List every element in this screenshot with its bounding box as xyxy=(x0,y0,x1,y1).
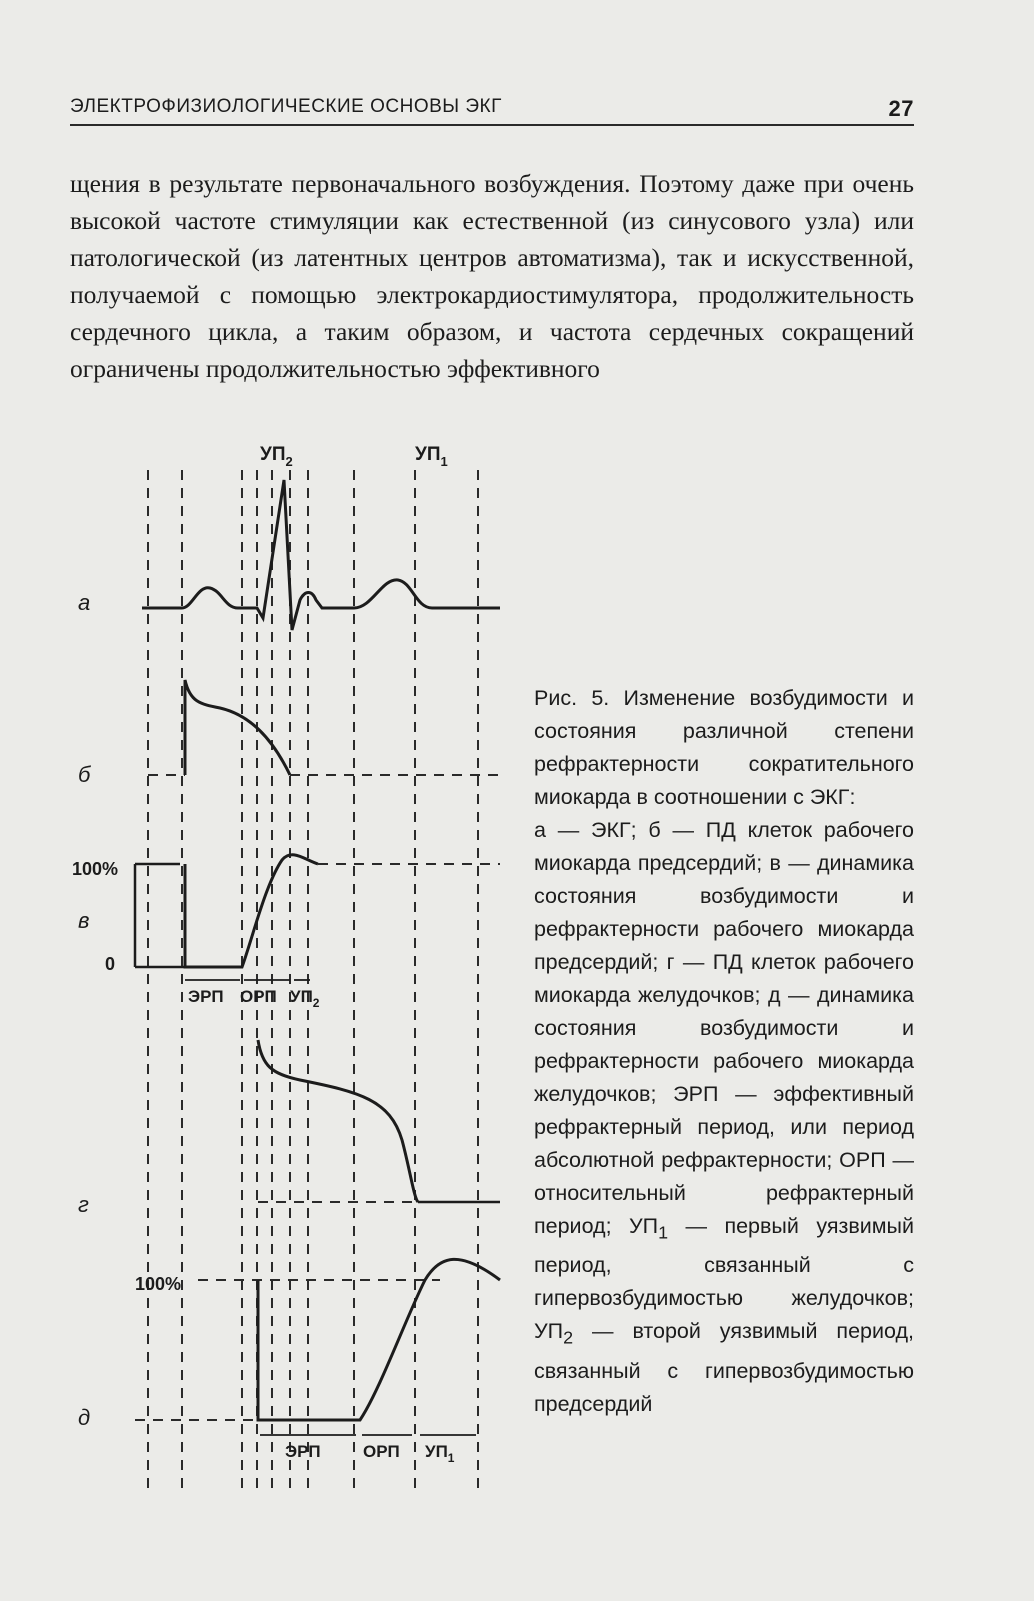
caption-title: Рис. 5. Изменение возбудимости и состояния различной степени рефрактерности сократительного миокарда в соотношении с ЭКГ: xyxy=(534,686,914,809)
trace-label-v: в xyxy=(78,908,90,933)
trace-label-b: б xyxy=(78,762,91,787)
body-paragraph: щения в результате первоначального возбуждения. Поэтому даже при очень высокой частоте стимуляции как естественной (из синусового узла) или патологической (из латентных центров автоматизма), так и искусственной, получаемой с помощью электрокардиостимулятора, продолжительность сердечного цикла, а таким образом, и частота сердечных сокращений ограничены продолжительностью эффективного xyxy=(70,169,914,383)
interval-label-d-erp: ЭРП xyxy=(285,1442,321,1461)
running-header xyxy=(70,96,914,126)
caption-legend: а — ЭКГ; б — ПД клеток рабочего миокарда предсердий; в — динамика состояния возбудимости и рефрактерности рабочего миокарда предсердий; г — ПД клеток рабочего миокарда желудочков; д — динамика состояния возбудимости и рефрактерности рабочего миокарда желудочков; ЭРП — эффективный рефрактерный период, или период абсолютной рефрактерности; ОРП — относительный рефрактерный период; $УП_1$ — первый уязвимый период, связанный с гипервозбудимостью желудочков; $УП_2$ — второй уязвимый период, связанный с гипервозбудимостью предсердий xyxy=(534,818,915,1416)
ecg-trace xyxy=(142,480,500,630)
header-title: ЭЛЕКТРОФИЗИОЛОГИЧЕСКИЕ ОСНОВЫ ЭКГ xyxy=(70,96,502,117)
interval-label-d-orp: ОРП xyxy=(363,1442,400,1461)
interval-label-d-up1: $УП_1$ xyxy=(425,1442,455,1465)
figure-caption xyxy=(534,682,914,1421)
label-up2-top: $УП_2$ xyxy=(260,444,293,469)
interval-label-v-orp: ОРП xyxy=(240,987,277,1006)
body-text xyxy=(70,165,914,387)
figure-diagram xyxy=(60,440,520,1540)
trace-label-g: г xyxy=(78,1192,89,1217)
trace-label-a: а xyxy=(78,590,91,615)
ventricular-ap-trace xyxy=(258,1040,418,1202)
axis-v-max: 100% xyxy=(72,859,119,879)
label-up1-top: $УП_1$ xyxy=(415,444,448,469)
figure-5 xyxy=(60,440,520,1540)
interval-label-v-erp: ЭРП xyxy=(188,987,224,1006)
page-number: 27 xyxy=(888,96,914,121)
trace-label-d: д xyxy=(78,1405,91,1430)
axis-d-max: 100% xyxy=(135,1274,182,1294)
atrial-excitability-curve xyxy=(185,855,318,967)
ventricular-excitability-curve xyxy=(258,1259,500,1420)
atrial-ap-trace xyxy=(185,680,290,775)
interval-label-v-up2: $УП_2$ xyxy=(290,987,320,1010)
axis-v-min: 0 xyxy=(105,954,116,974)
